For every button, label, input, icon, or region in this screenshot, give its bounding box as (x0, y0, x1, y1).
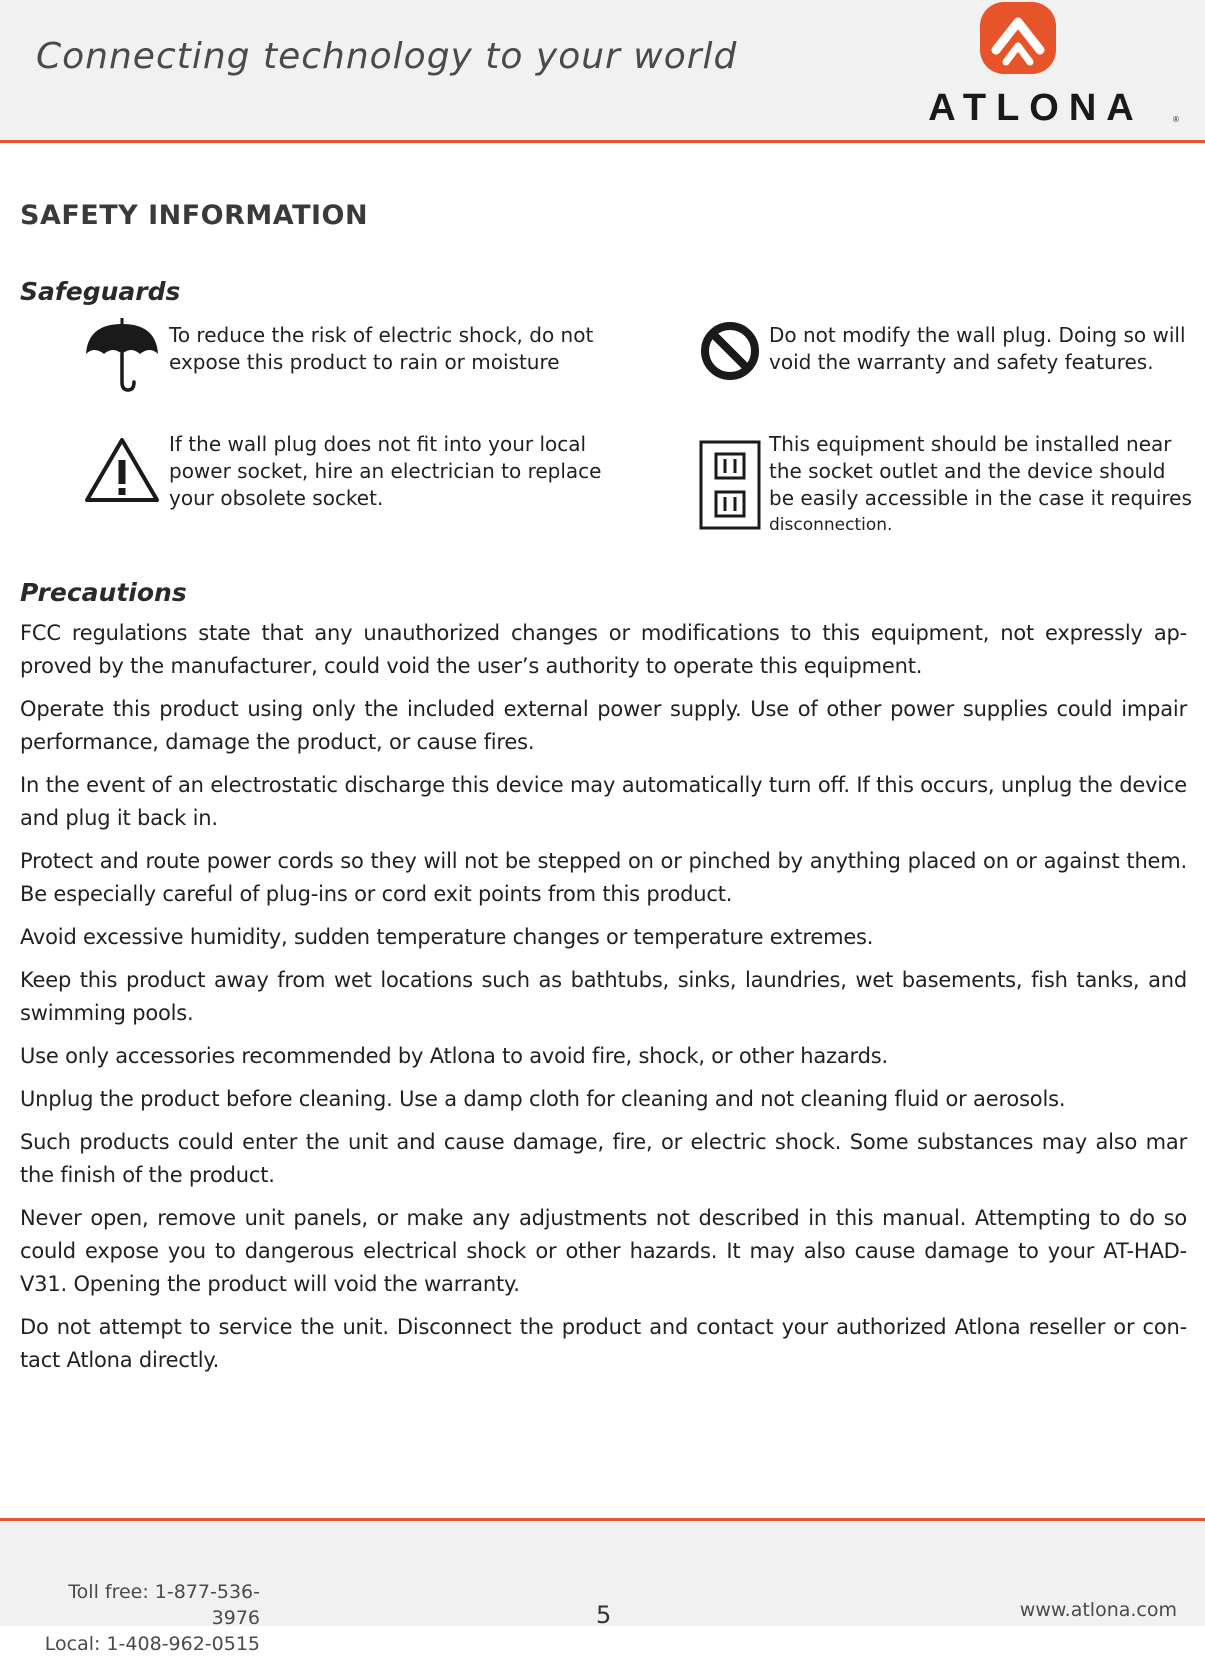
precaution-paragraph: FCC regulations state that any unauthorized changes or modifications to this equipment, not expressly ap-proved by the manufacturer, could void the user’s authority to operate this equipment. (20, 621, 1187, 678)
page-title: SAFETY INFORMATION (20, 200, 369, 231)
safeguard-1-text: To reduce the risk of electric shock, do not expose this product to rain or moisture (169, 323, 594, 374)
contact-phones (28, 1579, 260, 1657)
svg-text:®: ® (1173, 115, 1179, 124)
precaution-paragraph: Protect and route power cords so they will not be stepped on or pinched by anything placed on or against them. Be especially careful of plug-ins or cord exit points from this product. (20, 849, 1187, 906)
page-header (0, 0, 1205, 143)
precaution-paragraph: Such products could enter the unit and cause damage, fire, or electric shock. Some substances may also mar the finish of the product. (20, 1130, 1187, 1187)
outlet-icon (699, 440, 761, 530)
umbrella-icon (84, 316, 160, 392)
safeguard-2-text: Do not modify the wall plug. Doing so will void the warranty and safety features. (769, 323, 1186, 374)
website-link[interactable]: www.atlona.com (1019, 1599, 1177, 1621)
warning-icon (84, 436, 160, 504)
precaution-paragraph: Do not attempt to service the unit. Disconnect the product and contact your authorized Atlona reseller or con-tact Atlona directly. (20, 1315, 1187, 1372)
tagline: Connecting technology to your world (36, 36, 738, 77)
page-number: 5 (596, 1601, 612, 1629)
precautions-heading: Precautions (20, 578, 187, 607)
page-footer (0, 1518, 1205, 1655)
precaution-paragraph: Use only accessories recommended by Atlona to avoid fire, shock, or other hazards. (20, 1044, 888, 1068)
safeguards-heading: Safeguards (20, 277, 181, 306)
precaution-paragraph: Never open, remove unit panels, or make any adjustments not described in this manual. Attempting to do so could expose you to dangerous electrical shock or other hazards. It may also cause damage to your AT-HAD-V31. Opening the product will void the warranty. (20, 1206, 1187, 1296)
prohibited-icon (700, 320, 760, 382)
precaution-paragraph: In the event of an electrostatic discharge this device may automatically turn off. If this occurs, unplug the device and plug it back in. (20, 773, 1187, 830)
safeguard-3-text: If the wall plug does not fit into your local power socket, hire an electrician to replace your obsolete socket. (169, 432, 602, 510)
atlona-logo (888, 0, 1188, 130)
local-number: Local: 1-408-962-0515 (44, 1633, 260, 1655)
precaution-paragraph: Operate this product using only the included external power supply. Use of other power supplies could impair performance, damage the product, or cause fires. (20, 697, 1187, 754)
toll-free-number: Toll free: 1-877-536-3976 (68, 1581, 260, 1629)
precaution-paragraph: Keep this product away from wet locations such as bathtubs, sinks, laundries, wet basements, fish tanks, and swimming pools. (20, 968, 1187, 1025)
logo-text: ATLONA (928, 87, 1144, 129)
logo-mark-icon (980, 2, 1056, 74)
precautions-list (20, 617, 1187, 1387)
safeguard-4-text: This equipment should be installed near the socket outlet and the device should be easily accessible in the case it requires disconnection. (769, 432, 1192, 535)
precaution-paragraph: Unplug the product before cleaning. Use a damp cloth for cleaning and not cleaning fluid or aerosols. (20, 1087, 1066, 1111)
precaution-paragraph: Avoid excessive humidity, sudden temperature changes or temperature extremes. (20, 925, 874, 949)
